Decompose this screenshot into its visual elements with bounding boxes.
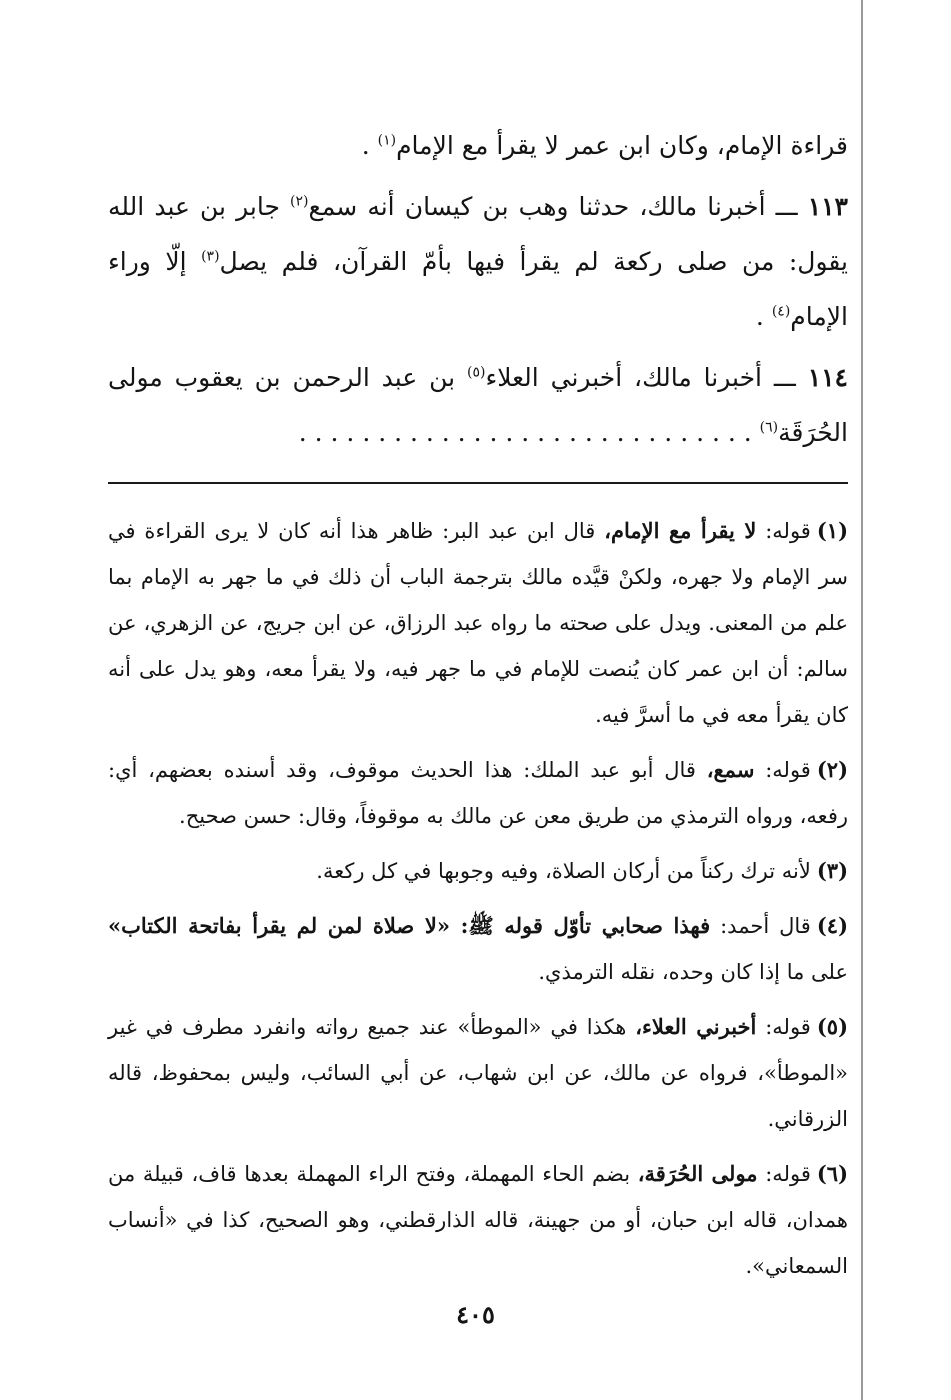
dash: ـــ bbox=[761, 363, 808, 392]
footnote-1 bbox=[108, 508, 848, 738]
footnote-6 bbox=[108, 1151, 848, 1289]
footnote-text: هكذا في «الموطأ» عند جميع رواته وانفرد مطرف في غير «الموطأ»، فرواه عن مالك، عن ابن شهاب، عن أبي السائب، وليس بمحفوظ، قاله الزرقاني. bbox=[108, 1015, 848, 1131]
footnote-text: لأنه ترك ركناً من أركان الصلاة، وفيه وجوبها في كل ركعة. bbox=[316, 859, 811, 883]
hadith-number: ١١٣ bbox=[807, 192, 848, 221]
footnotes bbox=[108, 508, 848, 1289]
footnote-pre: قال أحمد: bbox=[710, 914, 811, 938]
footnote-pre: قوله: bbox=[756, 519, 811, 543]
footnote-4 bbox=[108, 903, 848, 995]
page-binding-edge bbox=[861, 0, 863, 1400]
footnote-5 bbox=[108, 1004, 848, 1142]
footnote-separator bbox=[108, 482, 848, 484]
paragraph-text: قراءة الإمام، وكان ابن عمر لا يقرأ مع الإمام bbox=[396, 131, 848, 160]
footnote-number: (٤) bbox=[816, 913, 848, 938]
footnote-text: قال أبو عبد الملك: هذا الحديث موقوف، وقد أسنده بعضهم، أي: رفعه، ورواه الترمذي من طريق معن عن مالك به موقوفاً، وقال: حسن صحيح. bbox=[108, 758, 848, 828]
footnote-2 bbox=[108, 747, 848, 839]
main-text bbox=[108, 118, 848, 460]
main-paragraph-113 bbox=[108, 179, 848, 344]
footnote-marker: (١) bbox=[377, 132, 397, 149]
footnote-pre: قوله: bbox=[756, 1015, 811, 1039]
footnote-text: قال ابن عبد البر: ظاهر هذا أنه كان لا يرى القراءة في سر الإمام ولا جهره، ولكنْ قيَّده مالك بترجمة الباب أن ذلك في ما جهر به الإمام بما علم من المعنى. ويدل على صحته ما رواه عبد الرزاق، عن ابن جريج، عن الزهري، عن سالم: أن ابن عمر كان يُنصت للإمام في ما جهر فيه، ولا يقرأ معه، وهو يدل على أنه كان يقرأ معه في ما أسرَّ فيه. bbox=[108, 519, 848, 727]
footnote-pre: قوله: bbox=[754, 758, 811, 782]
paragraph-end: . bbox=[755, 302, 772, 331]
footnote-marker: (٦) bbox=[759, 419, 779, 436]
paragraph-text: جابر بن عبد الله يقول: من صلى ركعة لم يقرأ فيها بأمّ القرآن، فلم يصل bbox=[108, 192, 848, 276]
footnote-number: (٣) bbox=[816, 858, 848, 883]
footnote-number: (٥) bbox=[816, 1014, 848, 1039]
footnote-lemma: مولى الحُرَقة، bbox=[637, 1161, 758, 1186]
footnote-lemma: سمع، bbox=[706, 757, 755, 782]
footnote-pre: قوله: bbox=[757, 1162, 811, 1186]
paragraph-text: بن عبد الرحمن بن يعقوب مولى الحُرَقَة bbox=[108, 363, 848, 447]
main-paragraph-1 bbox=[108, 118, 848, 173]
footnote-number: (١) bbox=[816, 518, 848, 543]
dash: ـــ bbox=[765, 192, 808, 221]
paragraph-text: أخبرنا مالك، حدثنا وهب بن كيسان أنه سمع bbox=[308, 192, 766, 221]
book-page bbox=[108, 118, 848, 1298]
footnote-lemma: لا يقرأ مع الإمام، bbox=[604, 518, 757, 543]
footnote-text: بضم الحاء المهملة، وفتح الراء المهملة بعدها قاف، قبيلة من همدان، قاله ابن حبان، أو من جهينة، قاله الذارقطني، وهو الصحيح، كذا في «أنساب السمعاني». bbox=[108, 1162, 848, 1278]
page-number: ٤٠٥ bbox=[456, 1300, 495, 1329]
paragraph-text: أخبرنا مالك، أخبرني العلاء bbox=[485, 363, 762, 392]
footnote-marker: (٤) bbox=[771, 303, 791, 320]
footnote-number: (٦) bbox=[816, 1161, 849, 1186]
footnote-marker: (٥) bbox=[466, 364, 486, 381]
paragraph-text: إلّا وراء الإمام bbox=[108, 247, 848, 331]
footnote-number: (٢) bbox=[816, 757, 848, 782]
footnote-3 bbox=[108, 848, 848, 894]
footnote-text: على ما إذا كان وحده، نقله الترمذي. bbox=[538, 960, 848, 984]
footnote-lemma: فهذا صحابي تأوّل قوله ﷺ: «لا صلاة لمن لم يقرأ بفاتحة الكتاب» bbox=[108, 913, 711, 938]
hadith-number: ١١٤ bbox=[807, 363, 848, 392]
continuation-dots: . . . . . . . . . . . . . . . . . . . . . . . . . . . . . bbox=[298, 418, 760, 447]
paragraph-end: . bbox=[361, 131, 378, 160]
footnote-marker: (٢) bbox=[290, 193, 309, 210]
footnote-marker: (٣) bbox=[201, 248, 220, 265]
main-paragraph-114 bbox=[108, 350, 848, 460]
footnote-lemma: أخبرني العلاء، bbox=[635, 1014, 757, 1039]
